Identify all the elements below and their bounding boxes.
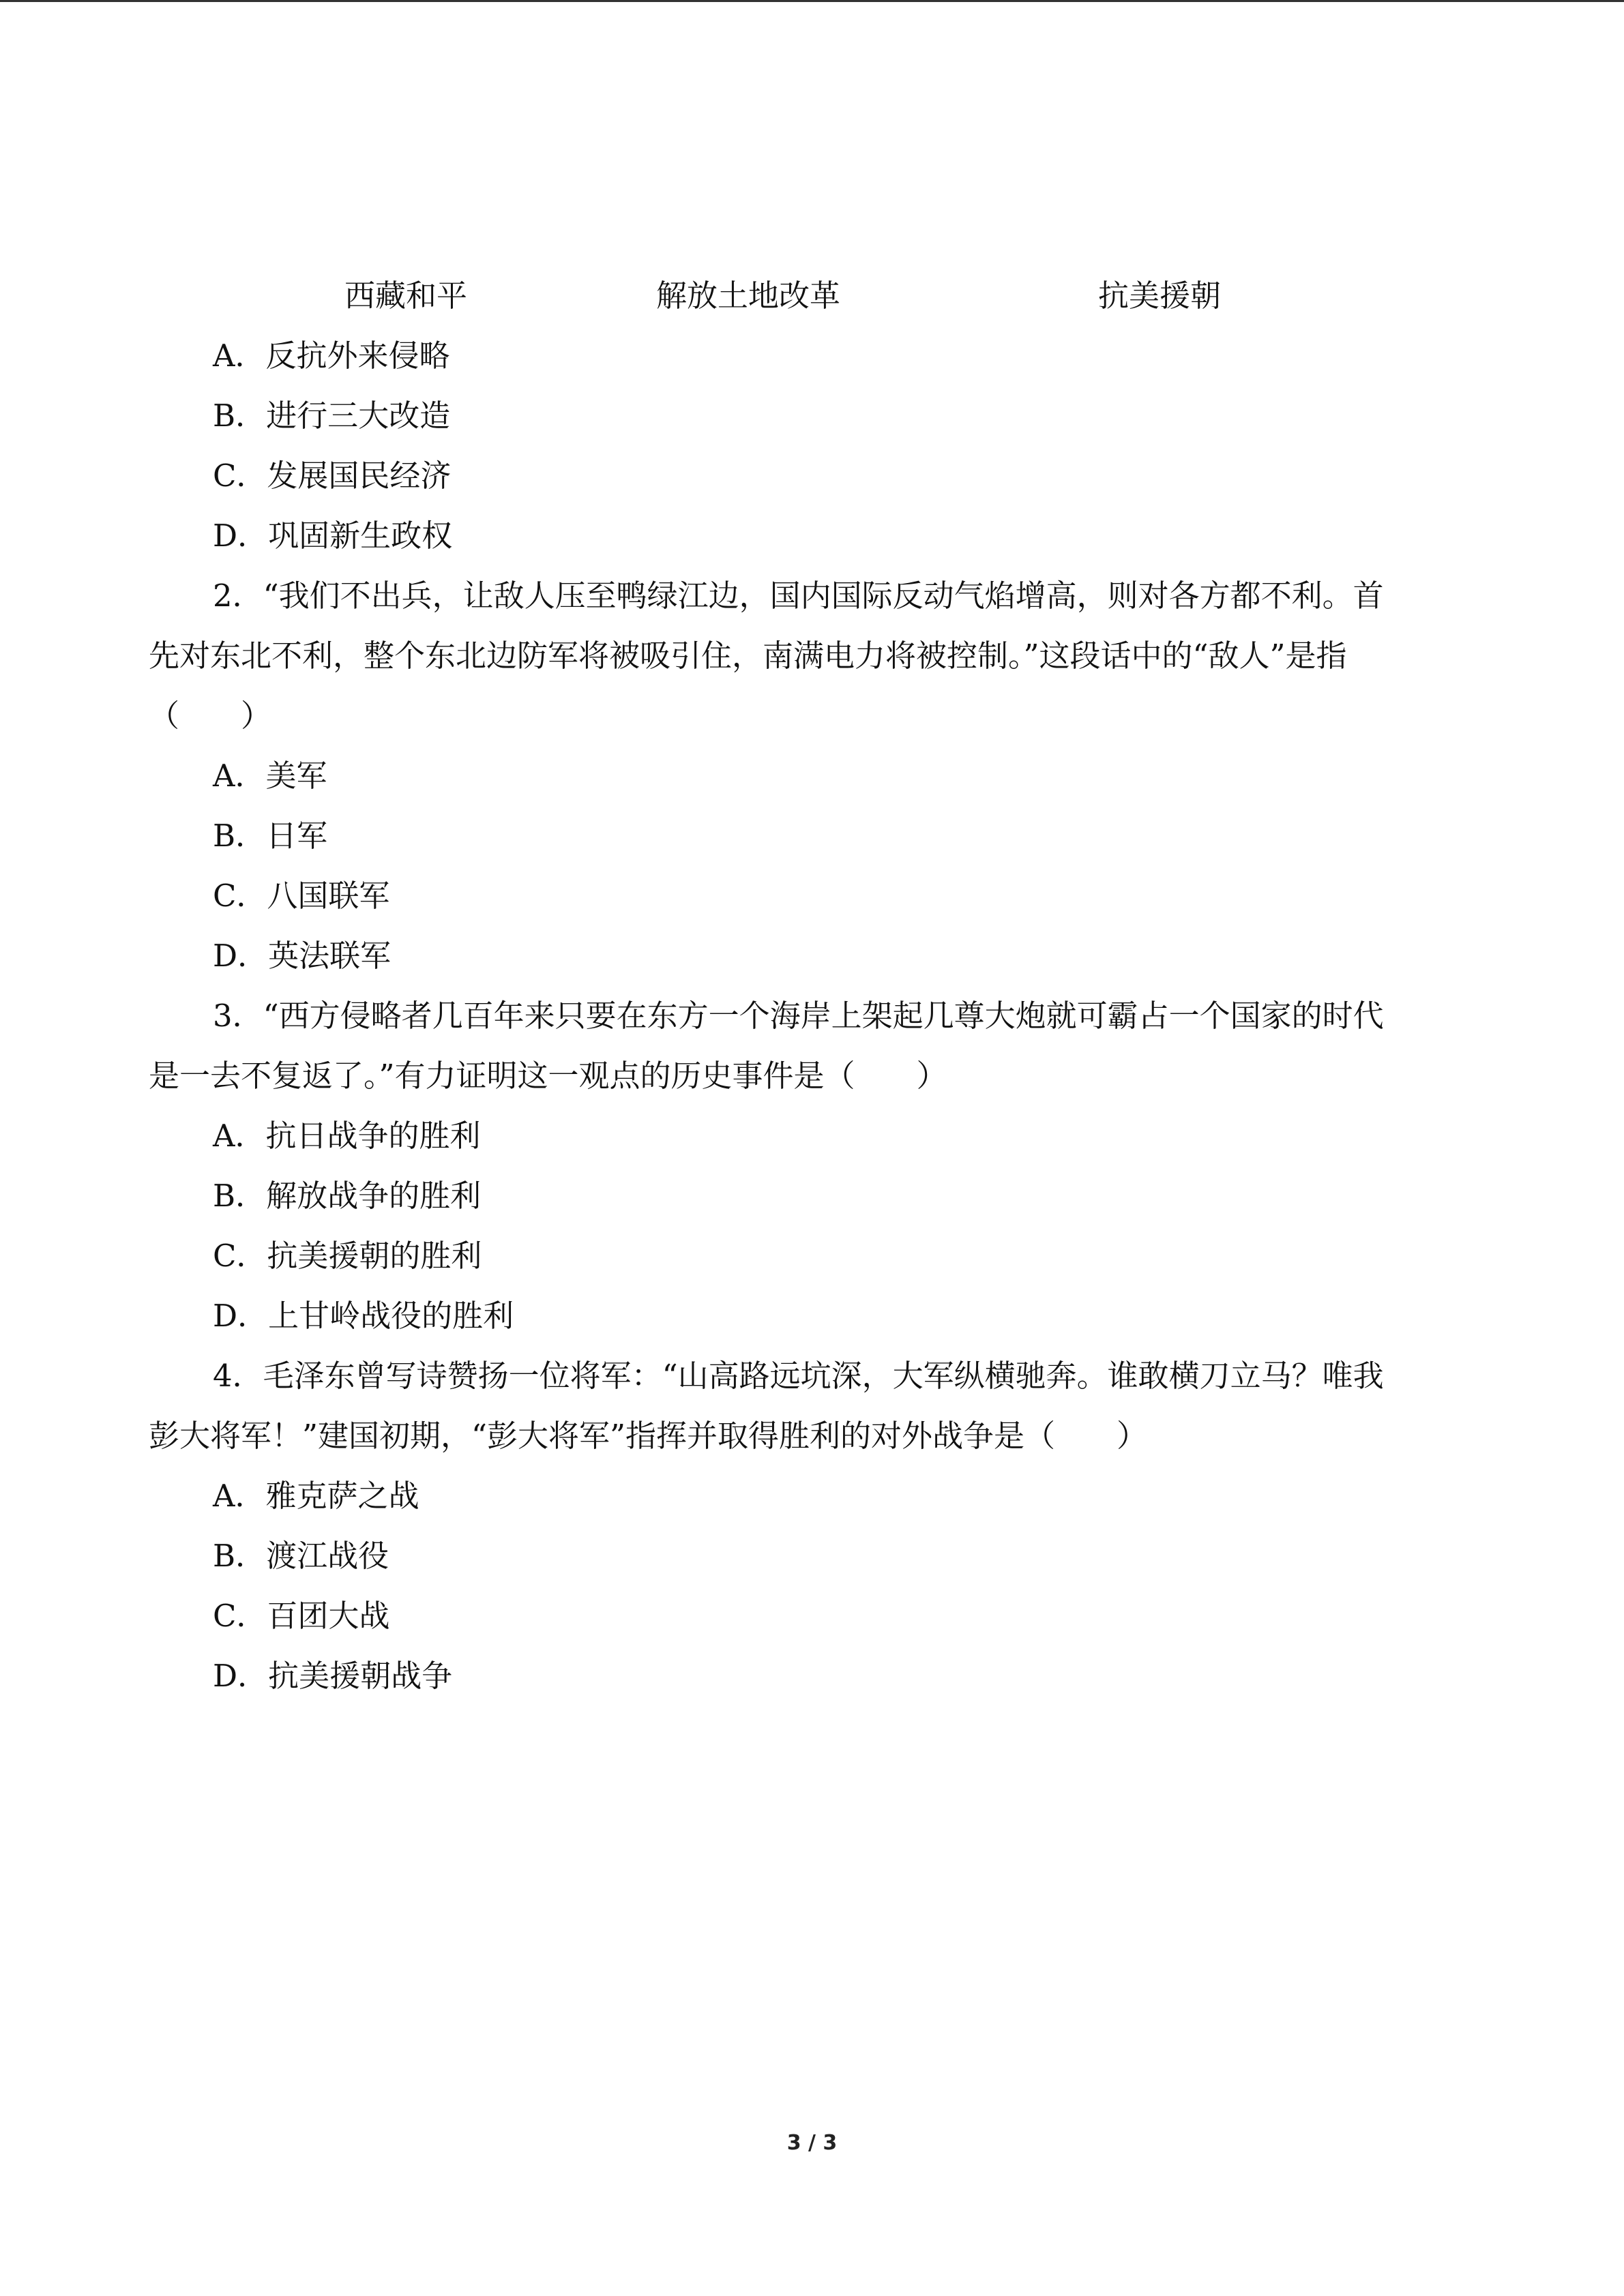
- option-b: B．进行三大改造: [213, 398, 451, 434]
- question-stem-line: 2．“我们不出兵，让敌人压至鸭绿江边，国内国际反动气焰增高，则对各方都不利。首: [213, 578, 1384, 614]
- option-d: D．巩固新生政权: [213, 518, 453, 554]
- option-d: D．上甘岭战役的胜利: [213, 1298, 514, 1334]
- question-stem-line: 3．“西方侵略者几百年来只要在东方一个海岸上架起几尊大炮就可霸占一个国家的时代: [213, 998, 1384, 1034]
- question-stem-line: 彭大将军！”建国初期，“彭大将军”指挥并取得胜利的对外战争是（ ）: [149, 1418, 1148, 1454]
- question-stem-line: 先对东北不利，整个东北边防军将被吸引住，南满电力将被控制。”这段话中的“敌人”是指: [149, 638, 1347, 674]
- option-b: B．解放战争的胜利: [213, 1178, 482, 1214]
- option-b: B．渡江战役: [213, 1538, 389, 1574]
- option-c: C．八国联军: [213, 878, 390, 914]
- option-a: A．反抗外来侵略: [213, 338, 450, 374]
- question-stem-line: 4．毛泽东曾写诗赞扬一位将军：“山高路远坑深，大军纵横驰奔。谁敢横刀立马？唯我: [213, 1358, 1384, 1394]
- intro-item: 解放土地改革: [656, 278, 841, 314]
- option-a: A．抗日战争的胜利: [213, 1118, 481, 1154]
- option-d: D．抗美援朝战争: [213, 1658, 453, 1694]
- option-a: A．雅克萨之战: [213, 1478, 419, 1514]
- option-b: B．日军: [213, 818, 328, 854]
- page-number: 3 / 3: [786, 2131, 838, 2155]
- question-stem-line: 是一去不复返了。”有力证明这一观点的历史事件是（ ）: [149, 1058, 947, 1094]
- option-c: C．抗美援朝的胜利: [213, 1238, 482, 1274]
- intro-item: 抗美援朝: [1098, 278, 1222, 314]
- intro-item: 西藏和平: [344, 278, 468, 314]
- option-c: C．发展国民经济: [213, 458, 452, 494]
- option-c: C．百团大战: [213, 1598, 390, 1634]
- option-d: D．英法联军: [213, 938, 392, 974]
- answer-blank: （ ）: [149, 698, 272, 734]
- option-a: A．美军: [213, 758, 327, 794]
